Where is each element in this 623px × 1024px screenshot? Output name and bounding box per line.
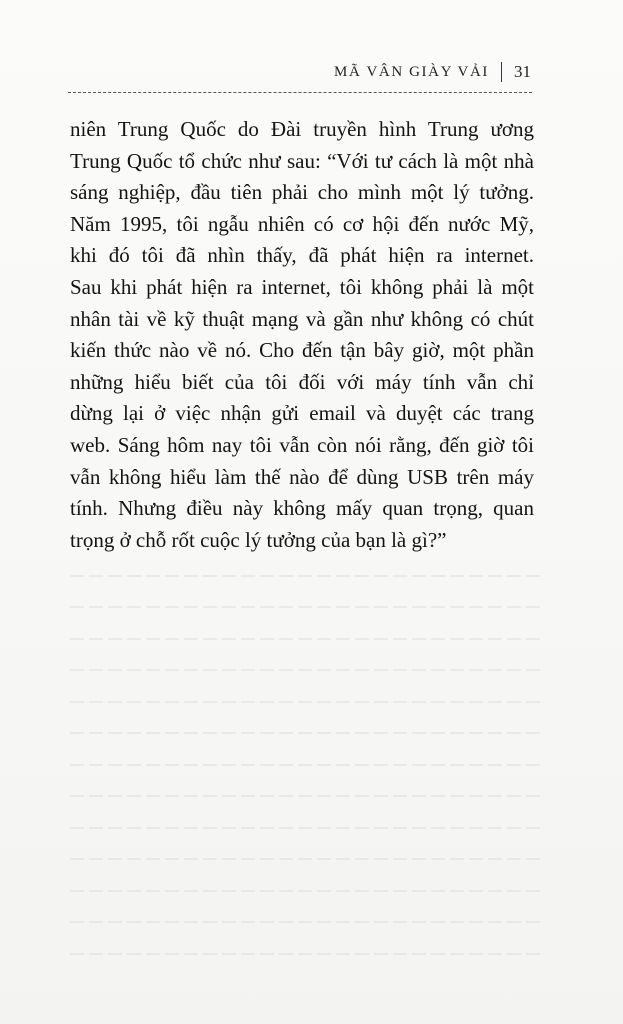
text-line: khi đó tôi đã nhìn thấy, đã phát hiện ra internet.: [70, 243, 534, 268]
text-line: Sau khi phát hiện ra internet, tôi không phải là một: [70, 274, 534, 299]
header-dashed-rule: [68, 92, 532, 93]
text-line: niên Trung Quốc do Đài truyền hình Trung ương: [70, 117, 534, 141]
header-separator: [501, 62, 502, 82]
text-line: vẫn không hiểu làm thế nào để dùng USB trên máy: [70, 464, 534, 489]
text-line: sáng nghiệp, đầu tiên phải cho mình một lý tưởng.: [70, 180, 534, 205]
text-line: nhân tài về kỹ thuật mạng và gần như không có chút: [70, 306, 534, 331]
text-line: tính. Nhưng điều này không mấy quan trọng, quan: [70, 496, 534, 521]
running-head: [334, 62, 531, 82]
page-number: 31: [514, 62, 531, 81]
body-paragraph: [70, 114, 534, 556]
text-line: những hiểu biết của tôi đối với máy tính vẫn chỉ: [70, 369, 534, 394]
text-line: web. Sáng hôm nay tôi vẫn còn nói rằng, đến giờ tôi: [70, 432, 534, 457]
reverse-page-bleed-through: [70, 545, 540, 955]
text-line: Năm 1995, tôi ngẫu nhiên có cơ hội đến nước Mỹ,: [70, 211, 534, 236]
book-title: MÃ VÂN GIÀY VẢI: [334, 63, 489, 80]
text-line: trọng ở chỗ rốt cuộc lý tưởng của bạn là gì?”: [70, 527, 447, 552]
text-line: dừng lại ở việc nhận gửi email và duyệt các trang: [70, 401, 534, 426]
text-line: kiến thức nào về nó. Cho đến tận bây giờ, một phần: [70, 338, 534, 363]
text-line: Trung Quốc tổ chức như sau: “Với tư cách là một nhà: [70, 148, 534, 173]
